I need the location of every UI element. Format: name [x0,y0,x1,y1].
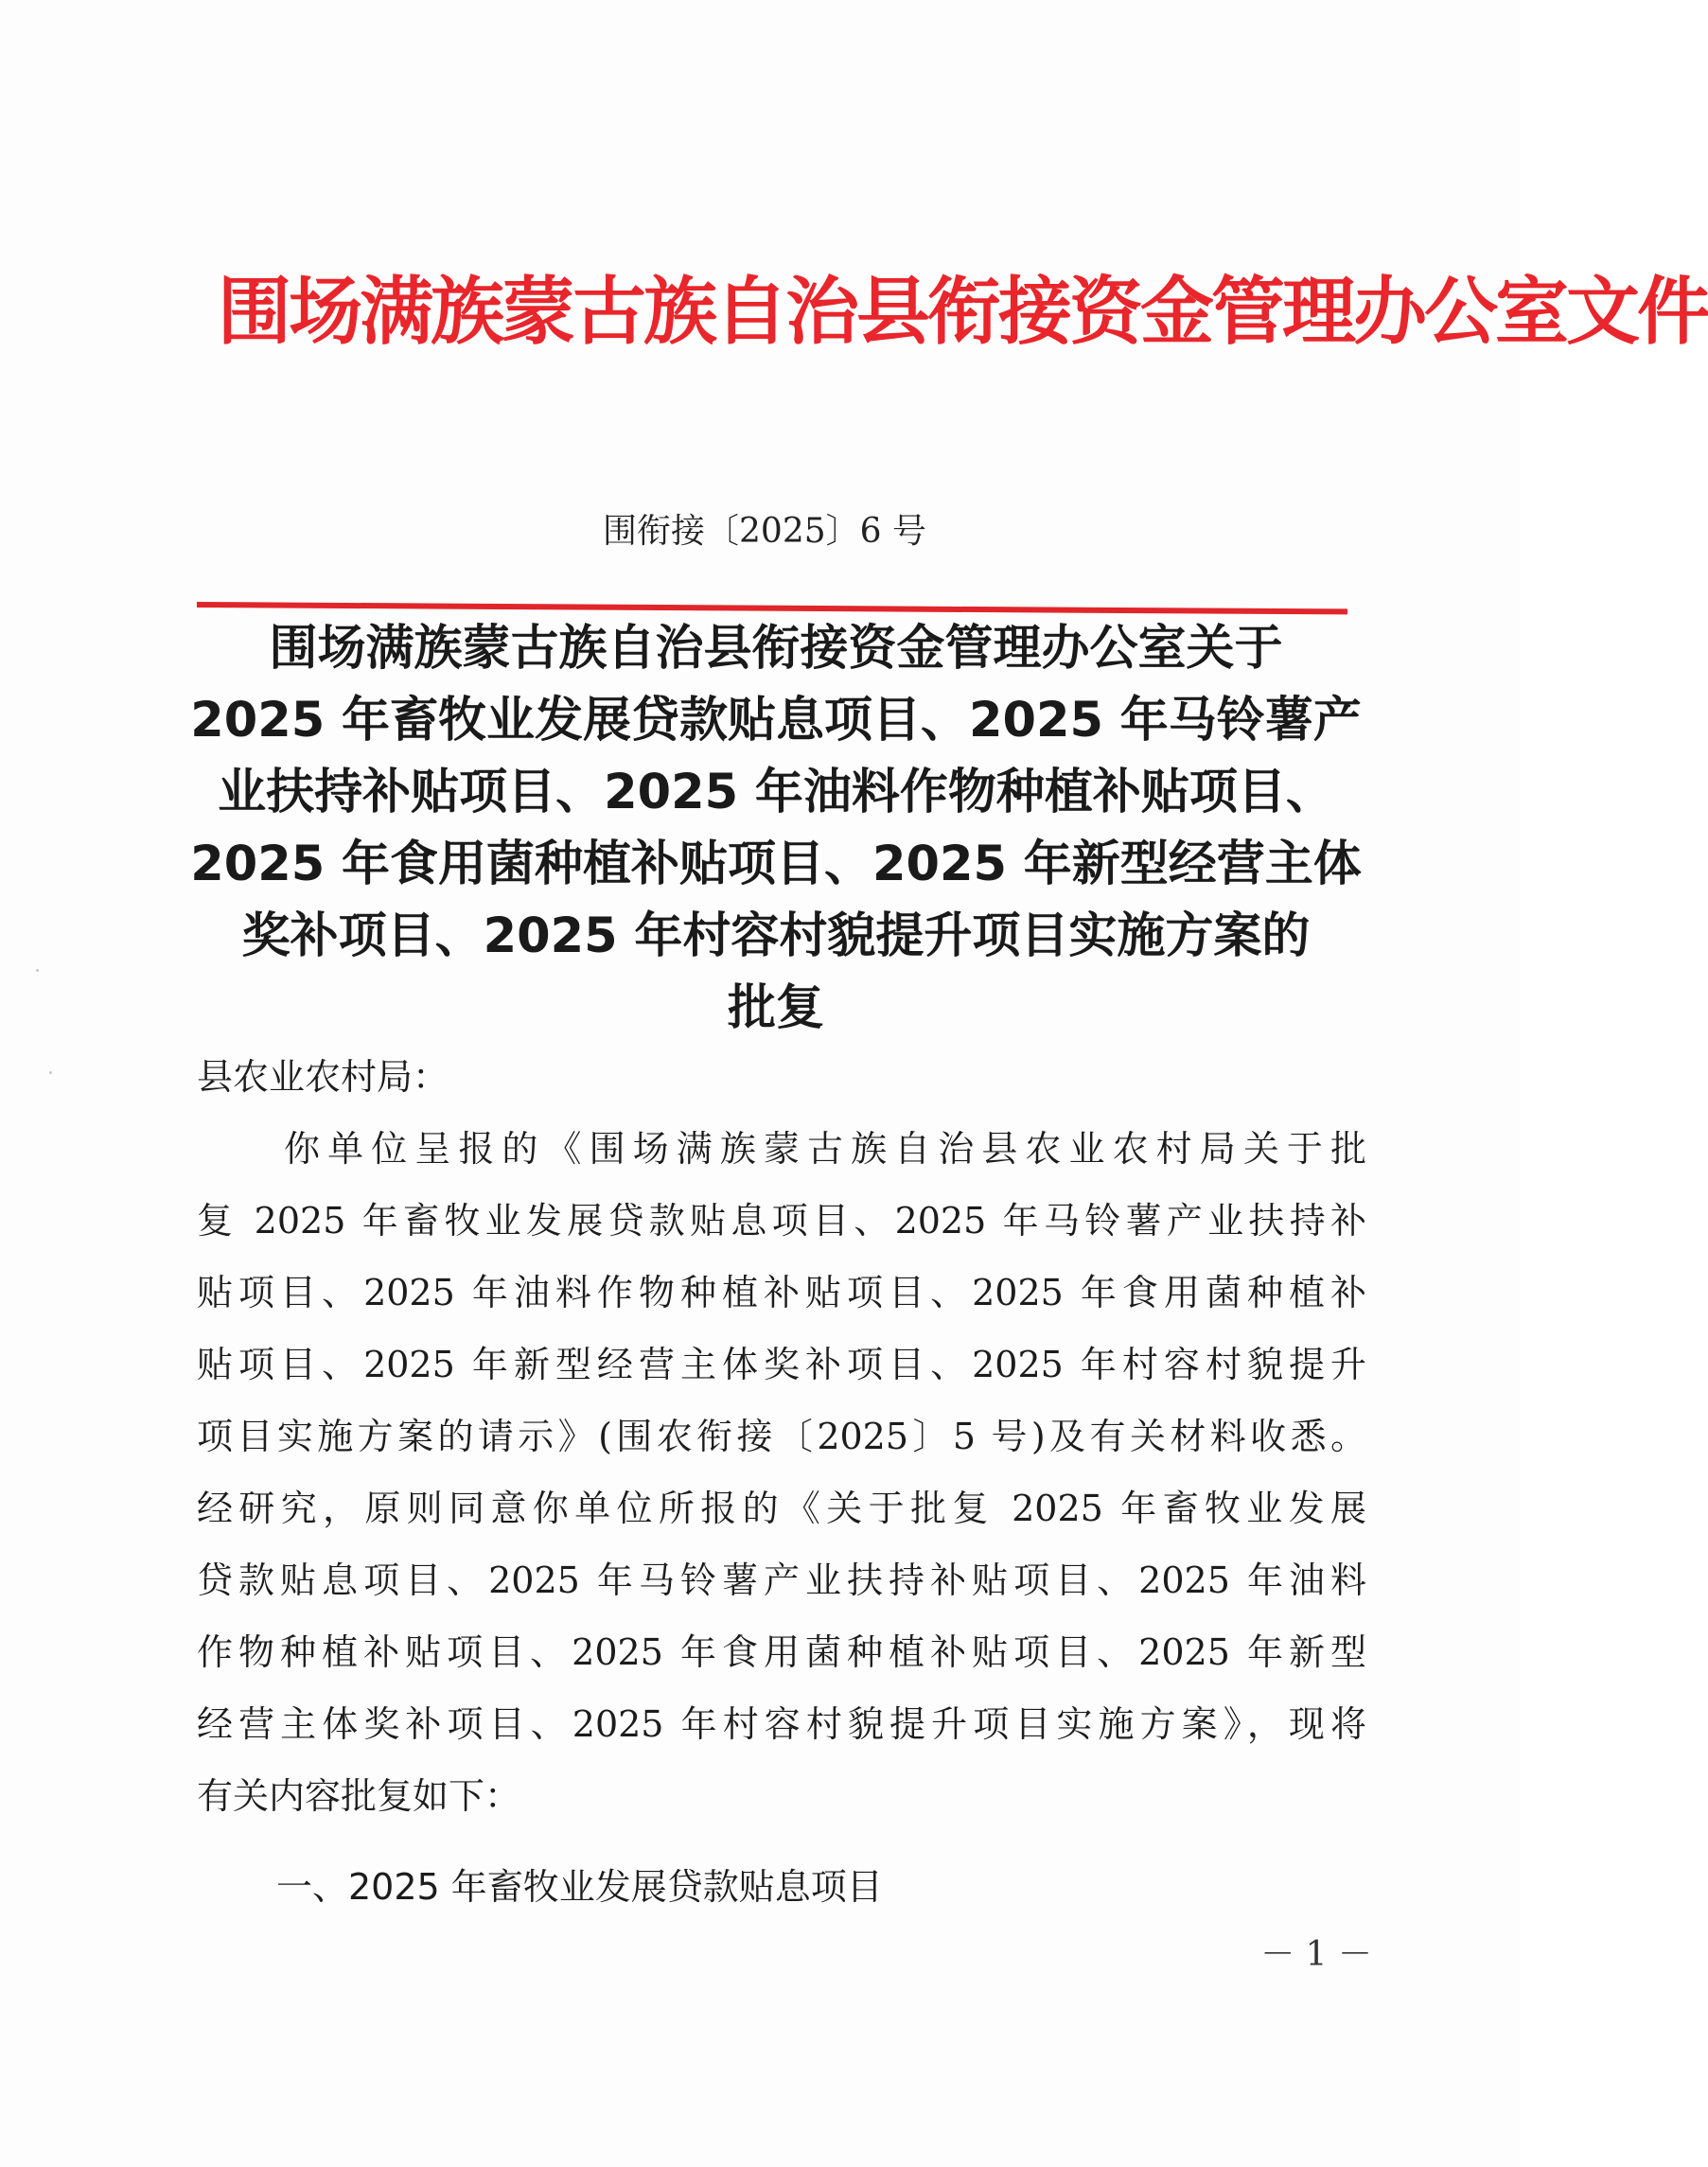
body-line: 贷款贴息项目、2025 年马铃薯产业扶持补贴项目、2025 年油料 [197,1559,1366,1601]
issuer-header: 围场满族蒙古族自治县衔接资金管理办公室文件 [218,270,1708,355]
salutation: 县农业农村局： [197,1056,449,1098]
body-line: 贴项目、2025 年油料作物种植补贴项目、2025 年食用菌种植补 [197,1272,1366,1313]
body-line: 作物种植补贴项目、2025 年食用菌种植补贴项目、2025 年新型 [197,1631,1366,1673]
body-line: 贴项目、2025 年新型经营主体奖补项目、2025 年村容村貌提升 [197,1344,1366,1385]
body-line: 复 2025 年畜牧业发展贷款贴息项目、2025 年马铃薯产业扶持补 [197,1200,1366,1242]
scan-speck [36,969,39,972]
body-line: 你单位呈报的《围场满族蒙古族自治县农业农村局关于批 [284,1128,1366,1170]
body-line: 经研究，原则同意你单位所报的《关于批复 2025 年畜牧业发展 [197,1488,1366,1529]
document-body [197,1041,1366,1832]
title-line: 业扶持补贴项目、2025 年油料作物种植补贴项目、 [218,765,1334,820]
section-heading: 一、2025 年畜牧业发展贷款贴息项目 [276,1866,883,1908]
title-line: 批复 [727,980,824,1036]
body-line: 有关内容批复如下： [197,1775,521,1817]
title-line: 2025 年食用菌种植补贴项目、2025 年新型经营主体 [190,837,1362,892]
document-number: 围衔接〔2025〕6 号 [603,512,926,551]
title-line: 2025 年畜牧业发展贷款贴息项目、2025 年马铃薯产 [190,693,1362,749]
scan-speck [49,1071,52,1074]
body-line: 经营主体奖补项目、2025 年村容村貌提升项目实施方案》，现将 [197,1703,1366,1745]
page-number: － 1 － [1260,1935,1372,1974]
body-line: 项目实施方案的请示》(围农衔接〔2025〕5 号)及有关材料收悉。 [197,1416,1366,1457]
title-line: 围场满族蒙古族自治县衔接资金管理办公室关于 [269,621,1283,677]
document-title [189,613,1363,1045]
title-line: 奖补项目、2025 年村容村貌提升项目实施方案的 [241,908,1311,964]
